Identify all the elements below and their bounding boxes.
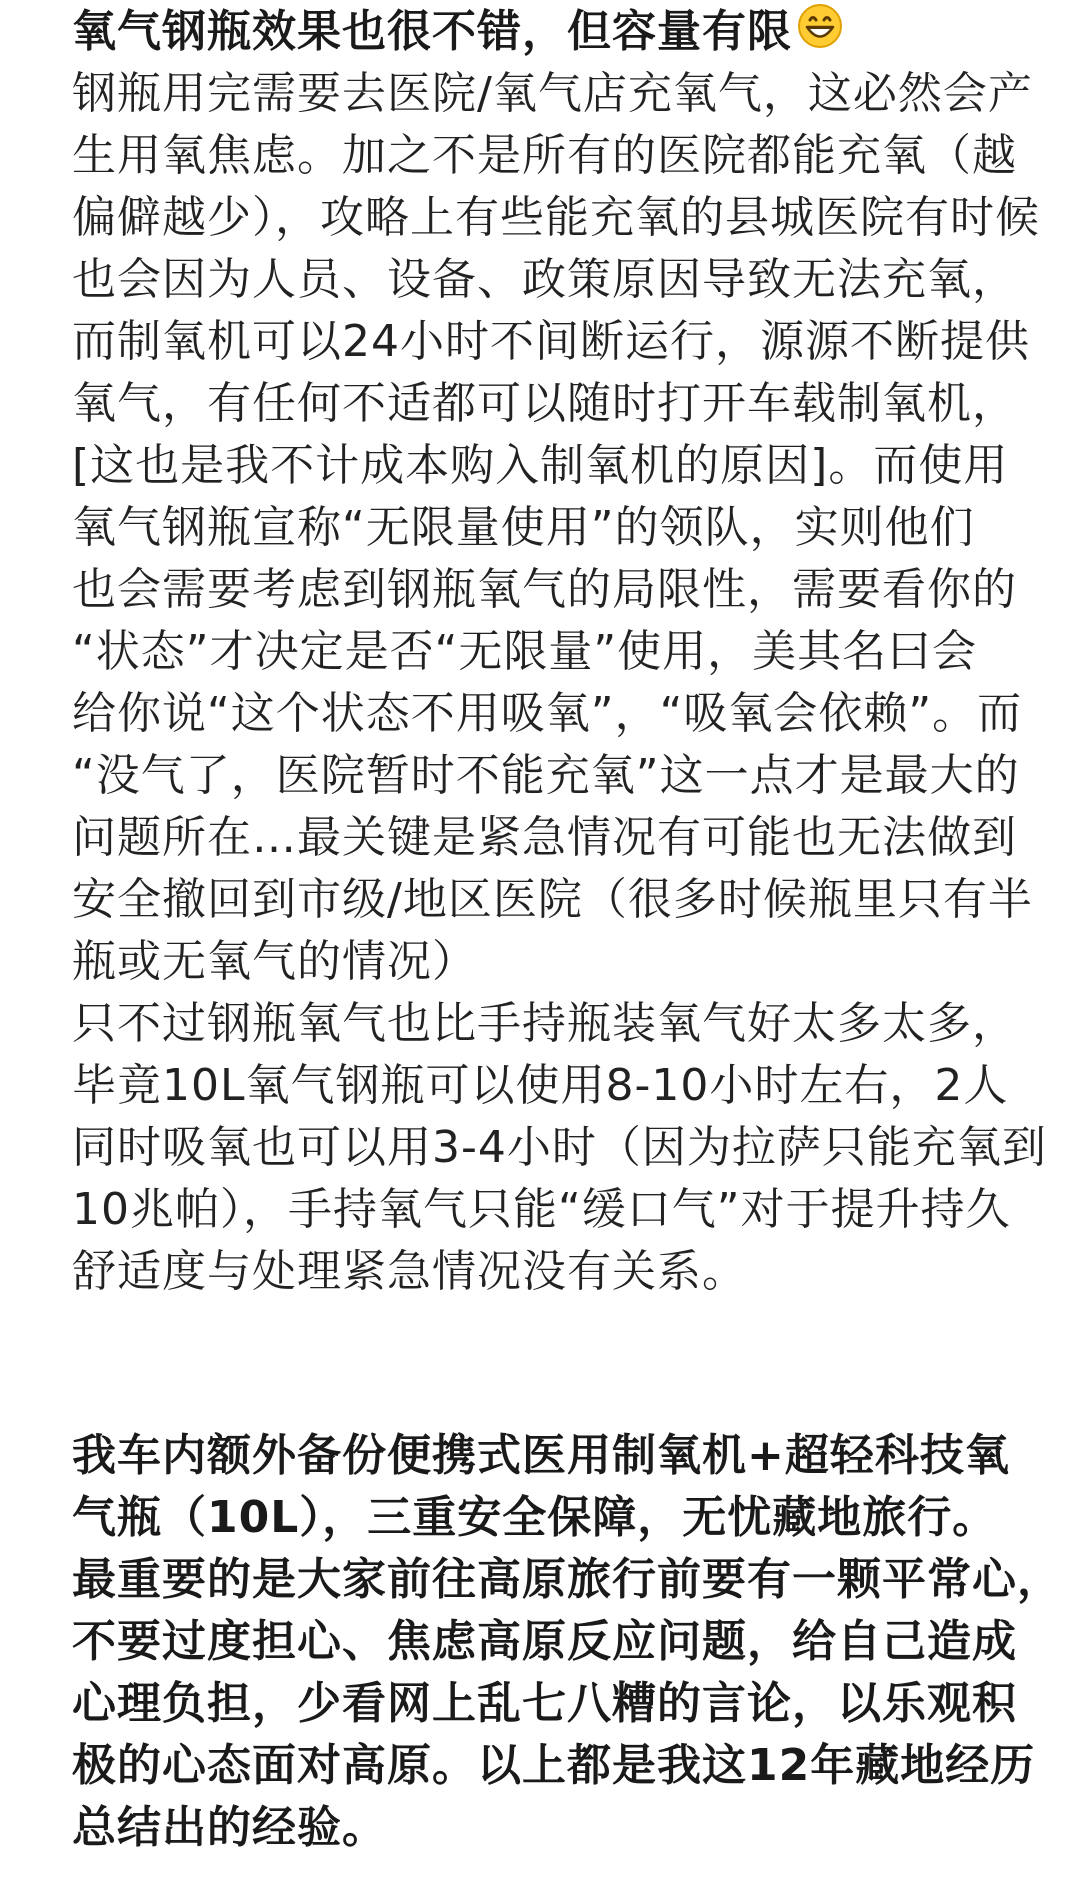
summary-line: 极的心态面对高原。以上都是我这12年藏地经历 (72, 1740, 1036, 1791)
paragraph-line: 瓶或无氧气的情况） (72, 936, 477, 987)
paragraph-line: “状态”才决定是否“无限量”使用，美其名曰会 (72, 626, 978, 677)
summary-line: 气瓶（10L），三重安全保障，无忧藏地旅行。 (72, 1492, 998, 1543)
paragraph-line: 毕竟10L氧气钢瓶可以使用8-10小时左右，2人 (72, 1060, 1009, 1111)
paragraph-line: 10兆帕），手持氧气只能“缓口气”对于提升持久 (72, 1184, 1011, 1235)
paragraph-line: 偏僻越少），攻略上有些能充氧的县城医院有时候 (72, 192, 1040, 243)
paragraph-line: 给你说“这个状态不用吸氧”，“吸氧会依赖”。而 (72, 688, 1023, 739)
summary-line: 最重要的是大家前往高原旅行前要有一颗平常心， (72, 1554, 1062, 1605)
paragraph-line: 安全撤回到市级/地区医院（很多时候瓶里只有半 (72, 874, 1033, 925)
paragraph-line: 也会需要考虑到钢瓶氧气的局限性，需要看你的 (72, 564, 1017, 615)
summary-line: 心理负担，少看网上乱七八糟的言论，以乐观积 (72, 1678, 1017, 1729)
heading-text: 氧气钢瓶效果也很不错，但容量有限 (72, 6, 792, 57)
paragraph-line: 问题所在…最关键是紧急情况有可能也无法做到 (72, 812, 1017, 863)
heading-line (72, 2, 1032, 62)
grinning-face-icon (796, 2, 844, 66)
paragraph-line: 只不过钢瓶氧气也比手持瓶装氧气好太多太多， (72, 998, 1017, 1049)
paragraph-line: 氧气，有任何不适都可以随时打开车载制氧机， (72, 378, 1017, 429)
paragraph-line: [这也是我不计成本购入制氧机的原因]。而使用 (72, 440, 1009, 491)
paragraph-line: 同时吸氧也可以用3-4小时（因为拉萨只能充氧到 (72, 1122, 1047, 1173)
paragraph-line: 也会因为人员、设备、政策原因导致无法充氧， (72, 254, 1017, 305)
summary-line: 我车内额外备份便携式医用制氧机+超轻科技氧 (72, 1430, 1010, 1481)
paragraph-line: 舒适度与处理紧急情况没有关系。 (72, 1246, 747, 1297)
summary-line: 不要过度担心、焦虑高原反应问题，给自己造成 (72, 1616, 1017, 1667)
paragraph-line: 而制氧机可以24小时不间断运行，源源不断提供 (72, 316, 1030, 367)
paragraph-line: 钢瓶用完需要去医院/氧气店充氧气，这必然会产 (72, 68, 1033, 119)
summary-line: 总结出的经验。 (72, 1802, 387, 1853)
paragraph-line: “没气了，医院暂时不能充氧”这一点才是最大的 (72, 750, 1020, 801)
paragraph-line: 生用氧焦虑。加之不是所有的医院都能充氧（越 (72, 130, 1017, 181)
paragraph-line: 氧气钢瓶宣称“无限量使用”的领队，实则他们 (72, 502, 975, 553)
